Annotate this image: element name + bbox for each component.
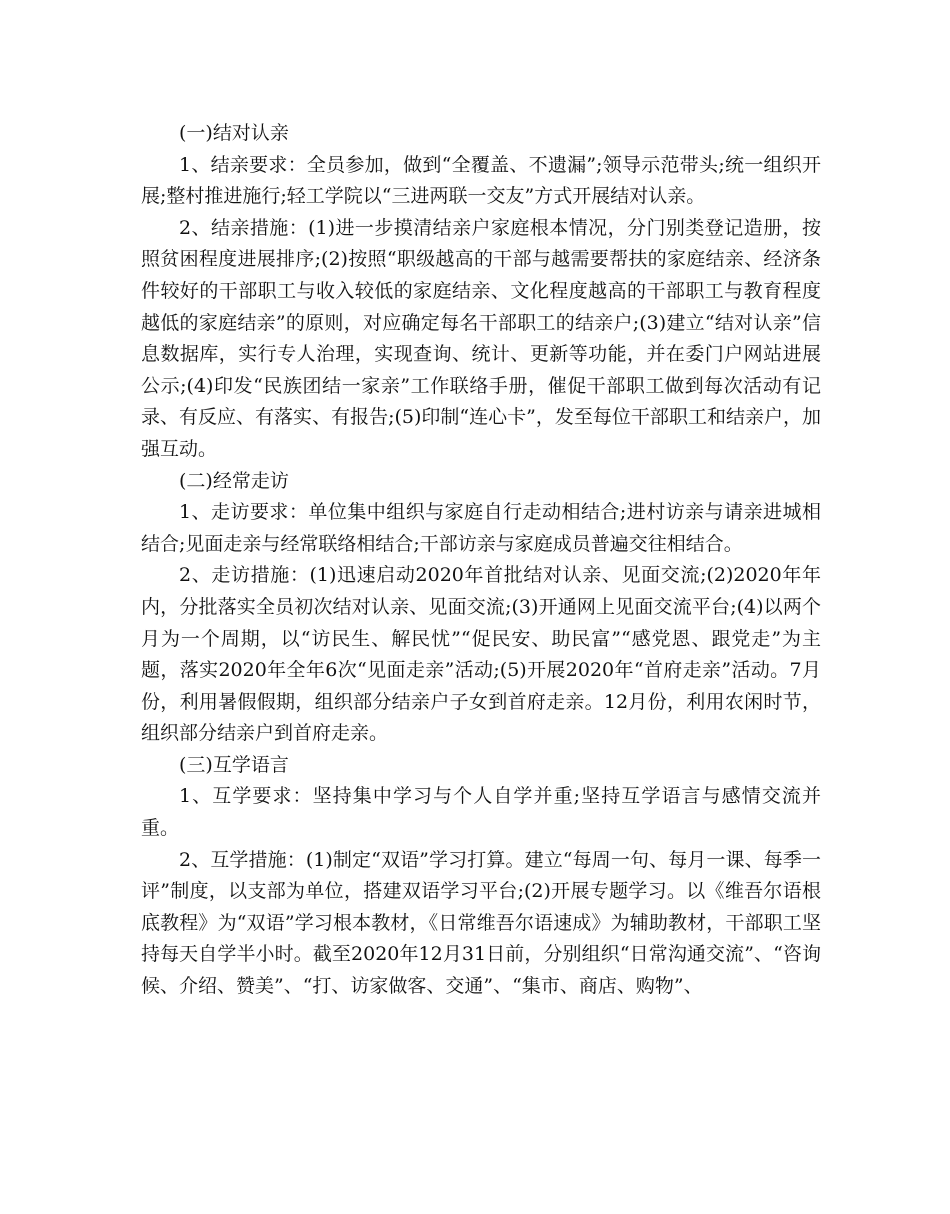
paragraph: 1、结亲要求：全员参加，做到“全覆盖、不遗漏”;领导示范带头;统一组织开展;整村推进施行;轻工学院以“三进两联一交友”方式开展结对认亲。 — [141, 153, 821, 208]
paragraph: 2、结亲措施：(1)进一步摸清结亲户家庭根本情况，分门别类登记造册，按照贫困程度进展排序;(2)按照“职级越高的干部与越需要帮扶的家庭结亲、经济条件较好的干部职工与收入较低的家庭结亲、文化程度越高的干部职工与教育程度越低的家庭结亲”的原则，对应确定每名干部职工的结亲户;(3)建立“结对认亲”信息数据库，实行专人治理，实现查询、统计、更新等功能，并在委门户网站进展公示;(4)印发“民族团结一家亲”工作联络手册，催促干部职工做到每次活动有记录、有反应、有落实、有报告;(5)印制“连心卡”，发至每位干部职工和结亲户，加强互动。 — [141, 216, 821, 460]
paragraph: 1、走访要求：单位集中组织与家庭自行走动相结合;进村访亲与请亲进城相结合;见面走亲与经常联络相结合;干部访亲与家庭成员普遍交往相结合。 — [141, 501, 821, 555]
section-heading-3: (三)互学语言 — [179, 753, 289, 776]
paragraph: 2、走访措施：(1)迅速启动2020年首批结对认亲、见面交流;(2)2020年年内，分批落实全员初次结对认亲、见面交流;(3)开通网上见面交流平台;(4)以两个月为一个周期，以“访民生、解民忧”“促民安、助民富”“感党恩、跟党走”为主题，落实2020年全年6次“见面走亲”活动;(5)开展2020年“首府走亲”活动。7月份，利用暑假假期，组织部分结亲户子女到首府走亲。12月份，利用农闲时节，组织部分结亲户到首府走亲。 — [141, 564, 821, 745]
section-heading-2: (二)经常走访 — [179, 469, 289, 492]
paragraph: 2、互学措施：(1)制定“双语”学习打算。建立“每周一句、每月一课、每季一评”制度，以支部为单位，搭建双语学习平台;(2)开展专题学习。以《维吾尔语根底教程》为“双语”学习根本教材，《日常维吾尔语速成》为辅助教材，干部职工坚持每天自学半小时。截至2020年12月31日前，分别组织“日常沟通交流”、“咨询候、介绍、赞美”、“打、访家做客、交通”、“集市、商店、购物”、 — [141, 848, 821, 998]
section-heading-1: (一)结对认亲 — [179, 122, 289, 144]
paragraph: 1、互学要求：坚持集中学习与个人自学并重;坚持互学语言与感情交流并重。 — [141, 785, 821, 840]
document-body — [141, 118, 821, 1003]
